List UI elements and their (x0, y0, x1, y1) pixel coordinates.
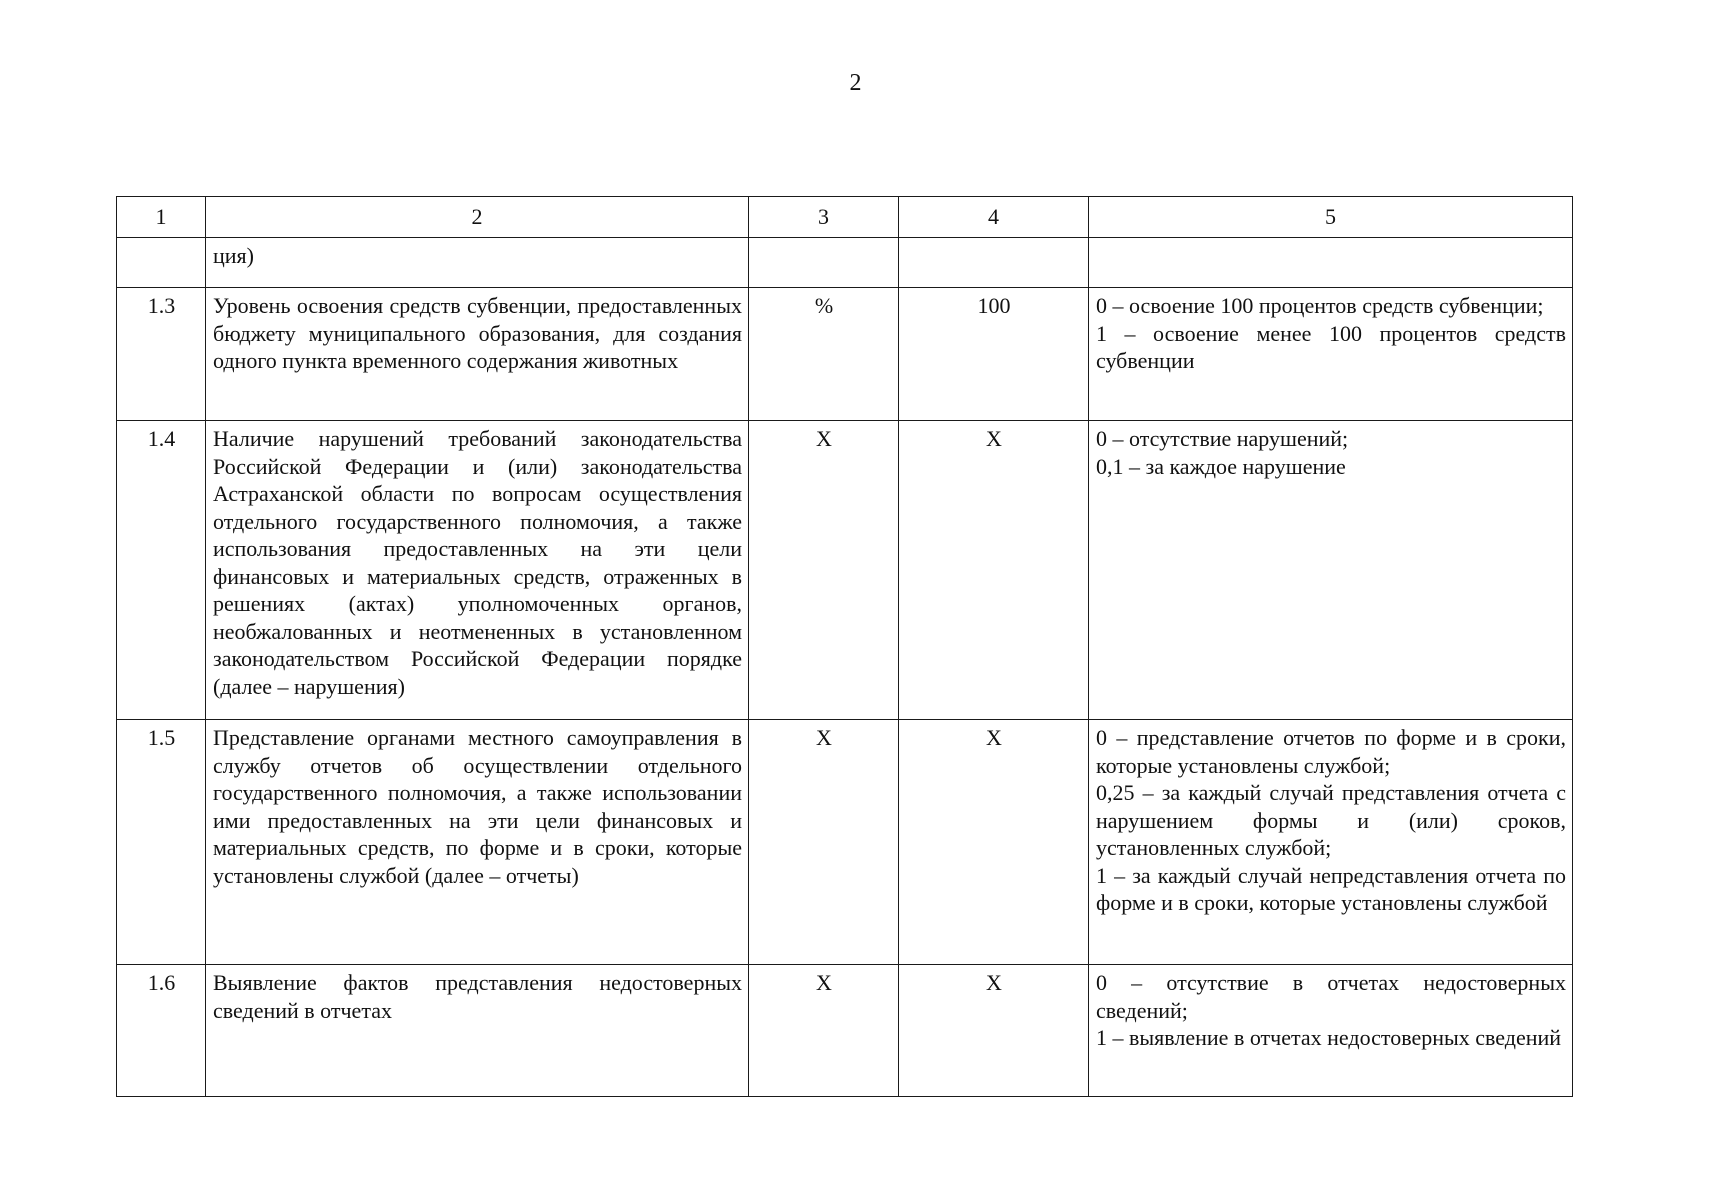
page-number: 2 (849, 70, 862, 96)
criteria-item: 0 – освоение 100 процентов средств субвенции; (1096, 293, 1544, 318)
unit-cell (749, 238, 899, 288)
header-cell: 1 (117, 197, 206, 238)
unit-cell: % (749, 288, 899, 421)
header-cell: 5 (1089, 197, 1573, 238)
criteria-cell (1089, 965, 1573, 1097)
table-header-row (117, 197, 1573, 238)
table-row (117, 421, 1573, 720)
criteria-item: 0,1 – за каждое нарушение (1096, 453, 1346, 479)
header-cell: 2 (206, 197, 749, 238)
table-row (117, 720, 1573, 965)
value-cell: Х (899, 720, 1089, 965)
indicator-text: Уровень освоения средств субвенции, предоставленных бюджету муниципального образования, для создания одного пункта временного содержания животных (206, 288, 749, 421)
value-cell: Х (899, 421, 1089, 720)
row-number: 1.6 (117, 965, 206, 1097)
table-row (117, 288, 1573, 421)
value-cell: 100 (899, 288, 1089, 421)
row-number: 1.3 (117, 288, 206, 421)
criteria-item: 0,25 – за каждый случай представления отчета с нарушением формы и (или) сроков, установленных службой; (1096, 780, 1566, 860)
value-cell: Х (899, 965, 1089, 1097)
criteria-cell (1089, 288, 1573, 421)
unit-cell: Х (749, 421, 899, 720)
row-number: 1.4 (117, 421, 206, 720)
criteria-item: 0 – представление отчетов по форме и в сроки, которые установлены службой; (1096, 725, 1566, 778)
criteria-item: 1 – за каждый случай непредставления отчета по форме и в сроки, которые установлены службой (1096, 862, 1566, 915)
table-row-continuation (117, 238, 1573, 288)
criteria-cell (1089, 421, 1573, 720)
indicator-text: Наличие нарушений требований законодательства Российской Федерации и (или) законодательства Астраханской области по вопросам осуществления отдельного государственного полномочия, а также использования предоставленных на эти цели финансовых и материальных средств, отраженных в решениях (актах) уполномоченных органов, необжалованных и неотмененных в установленном законодательством Российской Федерации порядке (далее – нарушения) (206, 421, 749, 720)
row-number: 1.5 (117, 720, 206, 965)
criteria-cell (1089, 238, 1573, 288)
criteria-item: 1 – выявление в отчетах недостоверных сведений (1096, 1025, 1562, 1050)
row-number (117, 238, 206, 288)
table-row (117, 965, 1573, 1097)
header-cell: 4 (899, 197, 1089, 238)
criteria-cell (1089, 720, 1573, 965)
unit-cell: Х (749, 965, 899, 1097)
value-cell (899, 238, 1089, 288)
indicator-text: ция) (206, 238, 749, 288)
unit-cell: Х (749, 720, 899, 965)
criteria-item: 0 – отсутствие нарушений; (1096, 426, 1349, 451)
indicator-text: Выявление фактов представления недостоверных сведений в отчетах (206, 965, 749, 1097)
indicator-text: Представление органами местного самоуправления в службу отчетов об осуществлении отдельного государственного полномочия, а также использовании ими предоставленных на эти цели финансовых и материальных средств, по форме и в сроки, которые установлены службой (далее – отчеты) (206, 720, 749, 965)
criteria-table (116, 196, 1573, 1097)
criteria-item: 1 – освоение менее 100 процентов средств субвенции (1096, 320, 1566, 373)
header-cell: 3 (749, 197, 899, 238)
criteria-item: 0 – отсутствие в отчетах недостоверных сведений; (1096, 970, 1566, 1023)
